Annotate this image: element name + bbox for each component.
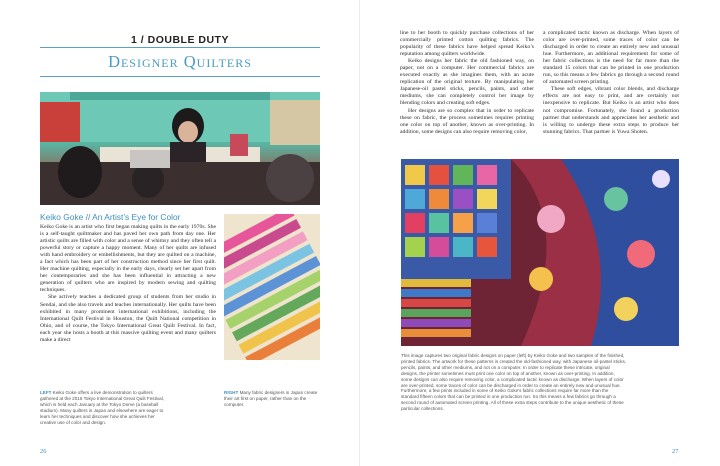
caption-tag: RIGHT — [224, 390, 239, 395]
demonstration-photo — [40, 92, 320, 205]
body-paragraph: These soft edges, vibrant color blends, and discharge effects are not easy to print, and are certainly not inexpensive to replicate. But Keiko is an artist who does not compromise. Fortunately, she found a production partner that understands and appreciates her aesthetic and is willing to undergo these extra steps to produce her stunning fabrics. That partner is Yuwa Shoten. — [543, 86, 679, 135]
title-rule-bottom — [40, 76, 320, 77]
caption-right — [224, 390, 320, 408]
page-number: 27 — [672, 448, 679, 455]
page-title: Designer Quilters — [108, 52, 252, 71]
body-paragraph: Keiko Goke is an artist who first began making quilts in the early 1970s. She is a self-taught quiltmaker and has paved her own path from day one. Her artistic quilts are filled with color and a sense of whimsy and they often tell a powerful story or capture a happy moment. Many of her quilts are infused with hand embroidery or embellishments, but they are quilted on a machine, a fact which has been part of her construction method since her first quilt. Her machine quilting, especially in the early days, clearly set her apart from her contemporaries and she has been influential in attracting a new generation of quilters who are inspired by modern sewing and quilting techniques. — [40, 224, 216, 294]
fabric-designs-photo — [401, 159, 679, 346]
pastel-sticks-photo — [224, 214, 320, 360]
caption-text: Many fabric designers in Japan create their art first on paper, rather than on the computer. — [224, 390, 318, 407]
right-body-column-1 — [400, 30, 534, 136]
body-paragraph: a complicated tactic known as discharge. When layers of color are over-printed, some traces of color can be discharged in order to create an entirely new and unusual hue. Furthermore, an additional requirement for some of her fabric collections is the need for far more than the standard 15 colors that can be printed in one production run, so this means a few fabrics go through a second round of automated screen printing. — [543, 30, 679, 86]
body-paragraph: Her designs are so complex that in order to replicate these on fabric, the process sometimes requires printing one color on top of another, known as over-printing. In addition, some designs can also require removing color, — [400, 107, 534, 135]
caption-text: Keiko Goke offers a live demonstration to quilters gathered at the 2016 Tokyo International Great Quilt Festival, which is held each January at the Tokyo Dome (a baseball stadium). Many quilters in Japan and elsewhere are eager to learn her techniques and discover how she achieves her creative use of color and design. — [40, 390, 165, 425]
title-rule-top — [40, 47, 320, 48]
left-body-column — [40, 224, 216, 344]
caption-tag: LEFT — [40, 390, 52, 395]
page-number: 26 — [40, 448, 47, 455]
caption-main: This image captures two original fabric designs on paper (left) by Keiko Goke and two samples of the finished, printed fabrics. The artwork for these patterns is created the old-fashioned way, with Japanese oil-pastel sticks, pencils, paints, and other mediums, and not on a computer. In order to replicate these intricate, original designs, the printer sometimes must print one color on top of another, known as over-printing. In addition, some designs can also require removing color, a complicated tactic known as discharge. When layers of color are over-printed, some traces of color can be discharged in order to create an entirely new and unusual hue. Furthermore, a few prints included in some of Keiko Goke's fabric collections require far more than the standard fifteen colors that can be printed in one production run. So this means a few fabrics go through a second round of automated screen printing. All of these extra steps contribute to the unique aesthetic of these particular collections. — [401, 353, 627, 412]
body-paragraph: Keiko designs her fabric the old fashioned way, on paper, not on a computer. Her commercial fabrics are executed exactly as she imagines them, with an acute replication of the original texture. By manipulating her Japanese-oil pastel sticks, pencils, paints, and other mediums, she can completely control her image by blending colors and creating soft edges. — [400, 58, 534, 107]
body-paragraph: She actively teaches a dedicated group of students from her studio in Sendai, and she also travels and teaches internationally. Her quilts have been exhibited in many prominent international exhibitions, including the International Quilt Festival in Houston, the Quilt National competition in Ohio, and of course, the Tokyo International Great Quilt Festival. In fact, each year she hosts a booth at this massive quilting event and many quilters make a direct — [40, 294, 216, 343]
section-subhead: Keiko Goke // An Artist’s Eye for Color — [40, 212, 181, 222]
chapter-label: 1 / DOUBLE DUTY — [131, 34, 229, 46]
caption-left — [40, 390, 168, 425]
right-body-column-2 — [543, 30, 679, 136]
body-paragraph: line to her booth to quickly purchase collections of her commercially printed cotton quilting fabrics. The popularity of these fabrics have helped spread Keiko’s reputation among quilters worldwide. — [400, 30, 534, 58]
